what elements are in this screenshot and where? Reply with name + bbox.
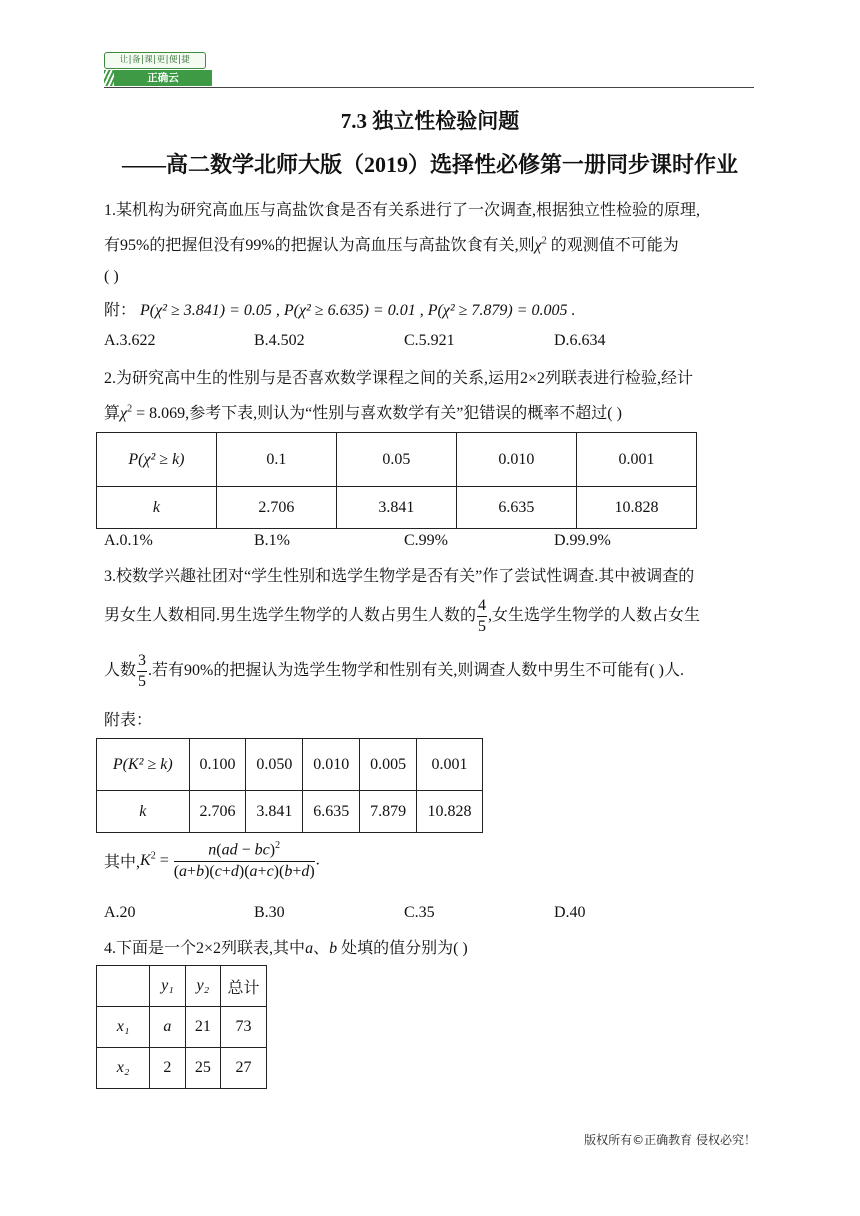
brand-logo	[104, 52, 212, 88]
table-cell: a	[150, 1007, 185, 1048]
table-row	[97, 791, 483, 833]
q3-option-a[interactable]: A.20	[104, 904, 136, 921]
table-cell: P(χ² ≥ k)	[97, 433, 217, 487]
copyright-footer: 版权所有©正确教育 侵权必究！	[584, 1133, 756, 1147]
table-cell: y₁	[150, 966, 185, 1007]
q3-option-c[interactable]: C.35	[404, 904, 435, 921]
q2-option-b[interactable]: B.1%	[254, 532, 290, 549]
table-cell: 25	[185, 1048, 220, 1089]
table-cell: x₂	[97, 1048, 150, 1089]
chi-square-formula: $\frac{n(ad - bc)^2}{(a+b)(c+d)(a+c)(b+d)}$	[173, 840, 315, 881]
table-cell: k	[97, 791, 190, 833]
q3-option-b[interactable]: B.30	[254, 904, 285, 921]
table-row	[97, 433, 697, 487]
q3-options	[104, 904, 754, 924]
table-cell: P(K² ≥ k)	[97, 739, 190, 791]
q1-option-c[interactable]: C.5.921	[404, 332, 455, 349]
table-row	[97, 739, 483, 791]
table-row	[97, 1048, 267, 1089]
q3-line3: 人数 $\frac{3}{5}$ .若有90%的把握认为选学生物学和性别有关,则调查人数中男生不可能有( )人.	[104, 652, 685, 690]
q4-table	[96, 965, 267, 1089]
q1-option-b[interactable]: B.4.502	[254, 332, 305, 349]
table-cell: 0.010	[303, 739, 360, 791]
q2-options	[104, 532, 754, 552]
logo-slogan: 让|备|课|更|便|捷	[104, 52, 206, 69]
table-cell: 10.828	[576, 487, 696, 529]
table-cell: 21	[185, 1007, 220, 1048]
table-cell: 2.706	[189, 791, 246, 833]
q2-line1: 2.为研究高中生的性别与是否喜欢数学课程之间的关系,运用2×2列联表进行检验,经计	[104, 370, 694, 387]
table-cell: 0.010	[456, 433, 576, 487]
table-cell: 27	[221, 1048, 267, 1089]
table-cell: 0.1	[216, 433, 336, 487]
table-cell: 7.879	[360, 791, 417, 833]
logo-name: 正确云	[114, 70, 212, 86]
q2-option-a[interactable]: A.0.1%	[104, 532, 153, 549]
table-cell	[97, 966, 150, 1007]
q3-formula: 其中$,K^2$ = $\frac{n(ad - bc)^2}{(a+b)(c+d)(a+c)(b+d)}$ .	[104, 840, 320, 881]
q1-options	[104, 332, 754, 352]
table-cell: y₂	[185, 966, 220, 1007]
q2-option-d[interactable]: D.99.9%	[554, 532, 611, 549]
table-cell: 2	[150, 1048, 185, 1089]
q2-option-c[interactable]: C.99%	[404, 532, 448, 549]
header-divider	[104, 87, 754, 88]
q1-line3: ( )	[104, 268, 119, 285]
table-cell: 总计	[221, 966, 267, 1007]
table-cell: 0.005	[360, 739, 417, 791]
page-subtitle: ——高二数学北师大版（2019）选择性必修第一册同步课时作业	[121, 152, 738, 177]
q2-line2: 算$\chi^2 = 8.069$,参考下表,则认为“性别与喜欢数学有关”犯错误的概率不超过( )	[104, 403, 622, 422]
q3-line1: 3.校数学兴趣社团对“学生性别和选学生物学是否有关”作了尝试性调查.其中被调查的	[104, 568, 695, 585]
q4-line1: 4.下面是一个2×2列联表,其中a、b 处填的值分别为( )	[104, 940, 468, 957]
table-cell: 10.828	[417, 791, 483, 833]
table-cell: 3.841	[336, 487, 456, 529]
q3-line2: 男女生人数相同.男生选学生物学的人数占男生人数的 $\frac{4}{5}$ ,女生选学生物学的人数占女生	[104, 597, 701, 635]
table-cell: 0.001	[576, 433, 696, 487]
q1-line2: 有95%的把握但没有99%的把握认为高血压与高盐饮食有关,则$\chi^2$ 的观测值不可能为	[104, 235, 679, 254]
fraction-3-5: $\frac{3}{5}$	[138, 652, 147, 690]
table-cell: 0.05	[336, 433, 456, 487]
fraction-4-5: $\frac{4}{5}$	[478, 597, 487, 635]
q3-option-d[interactable]: D.40	[554, 904, 586, 921]
q3-table	[96, 738, 483, 833]
q1-line1: 1.某机构为研究高血压与高盐饮食是否有关系进行了一次调查,根据独立性检验的原理,	[104, 202, 701, 219]
table-cell: 6.635	[303, 791, 360, 833]
q2-table	[96, 432, 697, 529]
q1-option-a[interactable]: A.3.622	[104, 332, 156, 349]
table-row	[97, 487, 697, 529]
table-cell: 2.706	[216, 487, 336, 529]
table-cell: 0.001	[417, 739, 483, 791]
q1-note: 附： P(χ² ≥ 3.841) = 0.05 , P(χ² ≥ 6.635) = 0.01 , P(χ² ≥ 7.879) = 0.005 .	[104, 302, 576, 319]
q3-table-label: 附表：	[104, 712, 153, 729]
table-cell: x₁	[97, 1007, 150, 1048]
table-row	[97, 966, 267, 1007]
table-cell: 6.635	[456, 487, 576, 529]
page-title: 7.3 独立性检验问题	[340, 109, 520, 133]
table-cell: 73	[221, 1007, 267, 1048]
q1-option-d[interactable]: D.6.634	[554, 332, 606, 349]
table-cell: 0.100	[189, 739, 246, 791]
table-cell: k	[97, 487, 217, 529]
table-cell: 0.050	[246, 739, 303, 791]
table-cell: 3.841	[246, 791, 303, 833]
table-row	[97, 1007, 267, 1048]
